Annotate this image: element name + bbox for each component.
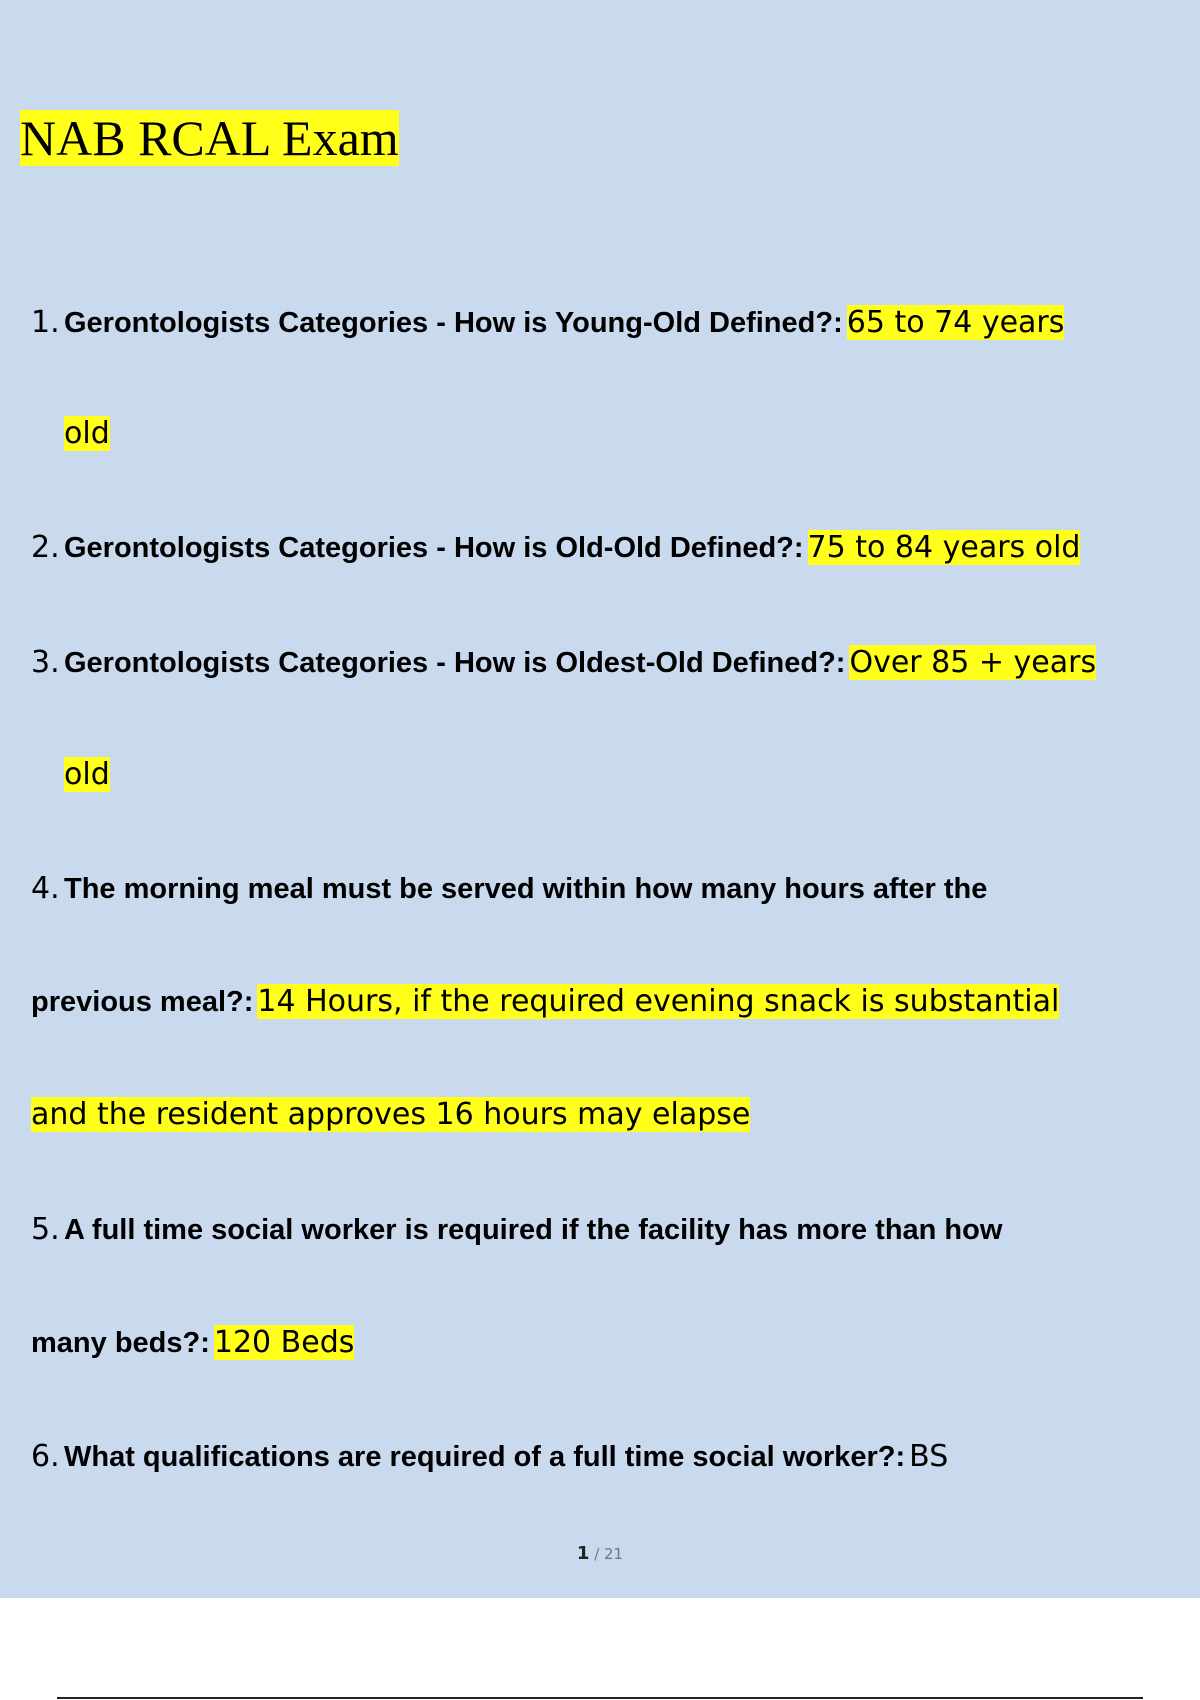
list-item-4: [31, 862, 987, 916]
page-indicator: [0, 1543, 1200, 1564]
item-answer-continuation: old: [64, 757, 110, 792]
list-item-4-continuation-2: [31, 1088, 750, 1142]
item-question: The morning meal must be served within how many hours after the: [64, 873, 988, 905]
item-answer-continuation: and the resident approves 16 hours may elapse: [31, 1097, 751, 1132]
item-question: Gerontologists Categories - How is Young-Old Defined?:: [64, 307, 843, 339]
page-separator: /: [589, 1545, 605, 1563]
item-number: 6.: [31, 1439, 60, 1474]
list-item-4-continuation: [31, 975, 1059, 1029]
item-question: Gerontologists Categories - How is Oldest-Old Defined?:: [64, 647, 846, 679]
total-pages: 21: [604, 1545, 624, 1563]
item-answer: 75 to 84 years old: [807, 530, 1081, 565]
item-number: 2.: [31, 530, 60, 565]
list-item-3-continuation: [64, 748, 110, 802]
item-answer: 65 to 74 years: [846, 305, 1065, 340]
item-question: A full time social worker is required if the facility has more than how: [64, 1214, 1003, 1246]
item-answer: 120 Beds: [213, 1325, 355, 1360]
item-answer: Over 85 + years: [849, 645, 1097, 680]
item-number: 1.: [31, 305, 60, 340]
list-item-3: [31, 636, 1096, 690]
document-title: [20, 107, 399, 169]
item-question: Gerontologists Categories - How is Old-Old Defined?:: [64, 532, 804, 564]
item-question-continuation: many beds?:: [31, 1327, 210, 1359]
item-number: 4.: [31, 871, 60, 906]
item-answer-continuation: old: [64, 416, 110, 451]
item-number: 5.: [31, 1212, 60, 1247]
item-question-continuation: previous meal?:: [31, 986, 254, 1018]
item-answer: 14 Hours, if the required evening snack is substantial: [257, 984, 1060, 1019]
current-page-number: 1: [576, 1543, 590, 1564]
item-answer: BS: [909, 1439, 949, 1474]
list-item-6: [31, 1430, 948, 1484]
list-item-2: [31, 521, 1080, 575]
item-question: What qualifications are required of a full time social worker?:: [64, 1441, 906, 1473]
footer-divider: [57, 1697, 1143, 1699]
list-item-5: [31, 1203, 1002, 1257]
list-item-1-continuation: [64, 407, 110, 461]
list-item-5-continuation: [31, 1316, 354, 1370]
list-item-1: [31, 296, 1064, 350]
title-highlight: NAB RCAL Exam: [20, 110, 399, 166]
item-number: 3.: [31, 645, 60, 680]
